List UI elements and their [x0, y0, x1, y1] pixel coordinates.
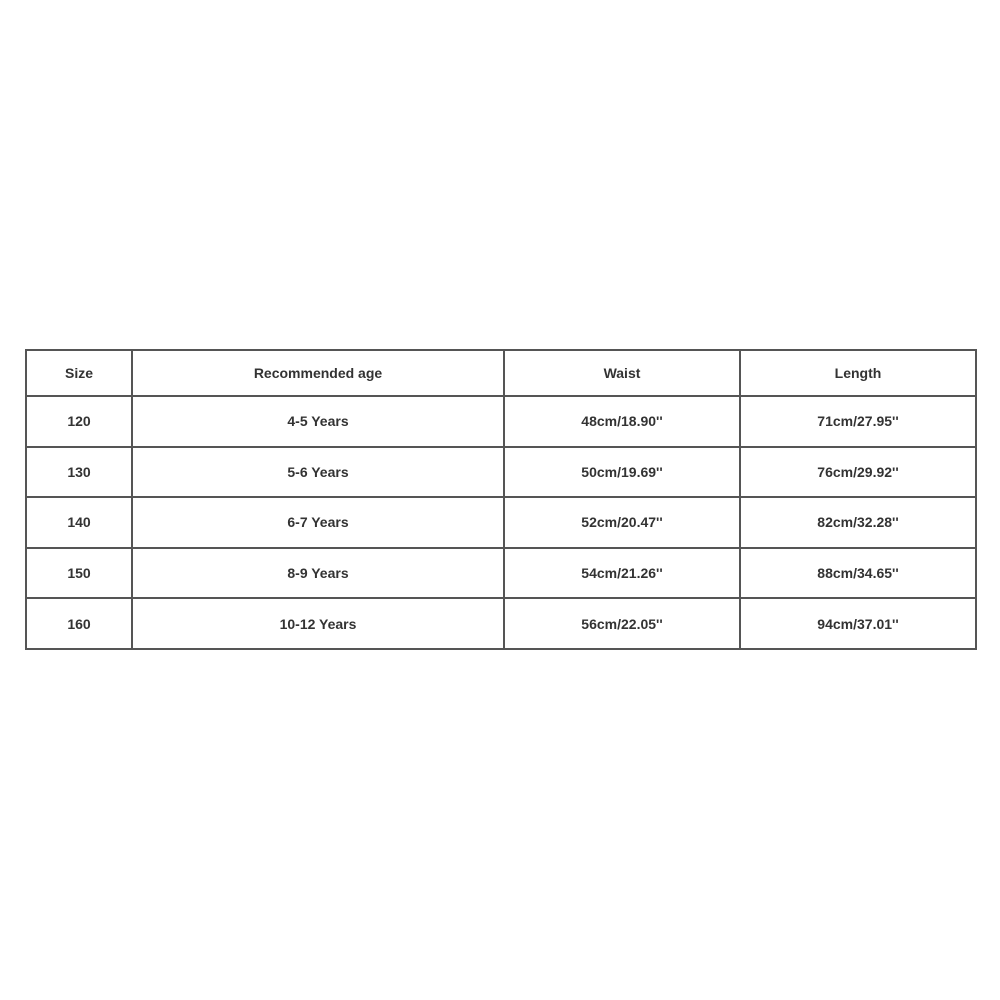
cell-length: 76cm/29.92'' — [740, 447, 976, 498]
cell-waist: 52cm/20.47'' — [504, 497, 740, 548]
size-chart-table — [25, 349, 977, 650]
table-row — [26, 497, 976, 548]
table-row — [26, 447, 976, 498]
cell-recommended-age: 8-9 Years — [132, 548, 504, 599]
cell-size: 150 — [26, 548, 132, 599]
header-recommended-age: Recommended age — [132, 350, 504, 396]
header-length: Length — [740, 350, 976, 396]
cell-waist: 56cm/22.05'' — [504, 598, 740, 649]
cell-size: 140 — [26, 497, 132, 548]
cell-recommended-age: 4-5 Years — [132, 396, 504, 447]
cell-recommended-age: 10-12 Years — [132, 598, 504, 649]
cell-waist: 48cm/18.90'' — [504, 396, 740, 447]
cell-waist: 54cm/21.26'' — [504, 548, 740, 599]
header-waist: Waist — [504, 350, 740, 396]
cell-size: 120 — [26, 396, 132, 447]
table-row — [26, 396, 976, 447]
header-size: Size — [26, 350, 132, 396]
cell-recommended-age: 5-6 Years — [132, 447, 504, 498]
header-row — [26, 350, 976, 396]
cell-recommended-age: 6-7 Years — [132, 497, 504, 548]
table-row — [26, 598, 976, 649]
cell-size: 160 — [26, 598, 132, 649]
cell-size: 130 — [26, 447, 132, 498]
cell-waist: 50cm/19.69'' — [504, 447, 740, 498]
table-row — [26, 548, 976, 599]
cell-length: 94cm/37.01'' — [740, 598, 976, 649]
cell-length: 71cm/27.95'' — [740, 396, 976, 447]
cell-length: 88cm/34.65'' — [740, 548, 976, 599]
cell-length: 82cm/32.28'' — [740, 497, 976, 548]
